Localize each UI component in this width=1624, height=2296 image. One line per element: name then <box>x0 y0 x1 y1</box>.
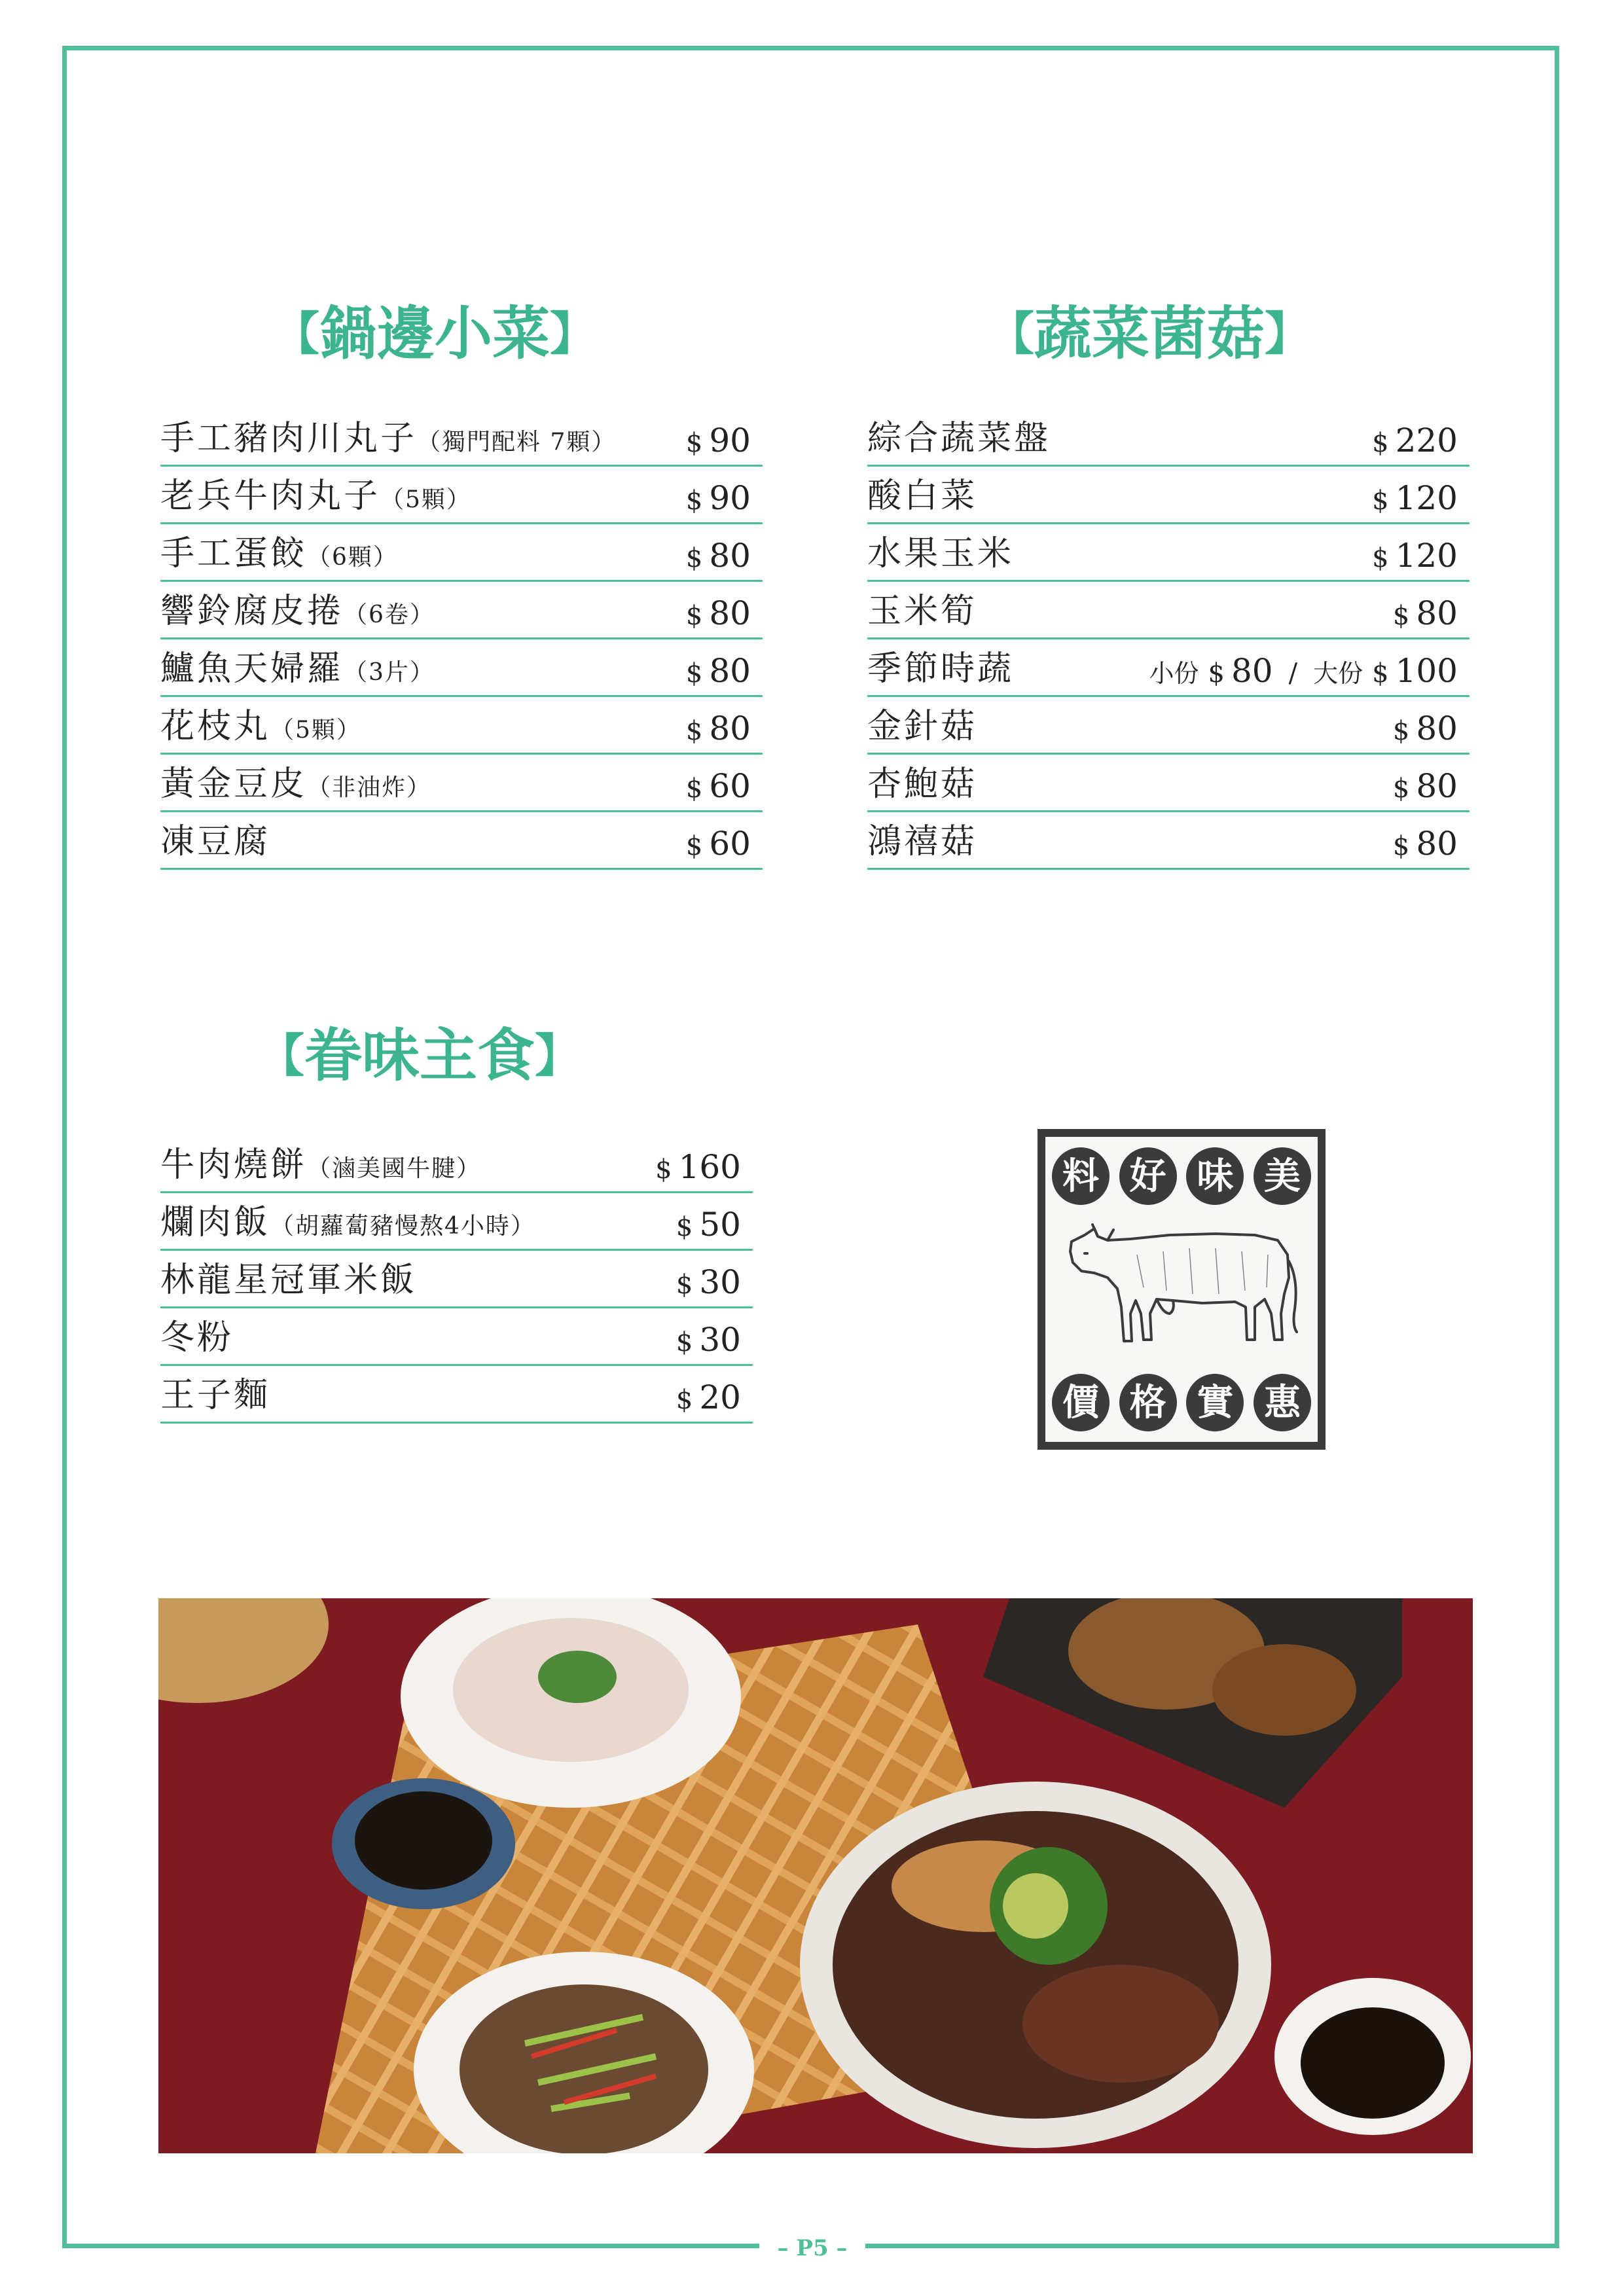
menu-row <box>160 582 763 639</box>
bracket-open: 【 <box>259 1029 304 1083</box>
dish-price: $ 80 <box>1392 825 1458 863</box>
dish-price: $ 80 <box>685 709 751 747</box>
dish-note: （5顆） <box>270 717 361 744</box>
dish-name: 響鈴腐皮捲（6卷） <box>160 592 435 631</box>
stamp-char: 好 <box>1119 1147 1177 1205</box>
dish-price: $ 80 <box>685 594 751 632</box>
section-title-text: 鍋邊小菜 <box>319 300 550 367</box>
stamp-char: 美 <box>1254 1147 1311 1205</box>
stamp-char: 格 <box>1119 1374 1177 1431</box>
dish-price: $ 220 <box>1372 422 1458 459</box>
menu-row <box>867 467 1470 524</box>
dish-price: $ 30 <box>676 1263 741 1301</box>
dish-name: 爛肉飯（胡蘿蔔豬慢熬4小時） <box>160 1203 535 1242</box>
bracket-close: 】 <box>550 307 596 361</box>
food-photo-illustration <box>158 1598 1473 2153</box>
dish-name: 玉米筍 <box>867 592 978 631</box>
section-title-side-dishes <box>274 298 596 370</box>
menu-row <box>160 697 763 755</box>
stamp-bottom-row <box>1052 1374 1311 1431</box>
dish-price: $ 90 <box>685 422 751 459</box>
dish-note: （3片） <box>344 659 435 686</box>
dish-name: 水果玉米 <box>867 534 1015 573</box>
menu-vegetables <box>867 409 1470 870</box>
size-small-price: 80 <box>1231 652 1273 690</box>
dish-name: 鱸魚天婦羅（3片） <box>160 649 435 689</box>
size-large-price: 100 <box>1395 652 1458 690</box>
dish-price: $ 80 <box>1392 594 1458 632</box>
section-title-staples <box>259 1020 581 1092</box>
bracket-open: 【 <box>988 307 1034 361</box>
dish-price-sizes: 小份 $ 80 / 大份 $ 100 <box>1149 652 1458 690</box>
stamp-char: 價 <box>1052 1374 1110 1431</box>
menu-row <box>867 524 1470 582</box>
dish-note: （獨門配料 7顆） <box>417 429 617 456</box>
dish-price: $ 80 <box>1392 709 1458 747</box>
dish-name: 手工蛋餃（6顆） <box>160 534 398 573</box>
menu-row <box>867 639 1470 697</box>
dish-name: 林龍星冠軍米飯 <box>160 1261 418 1300</box>
menu-row <box>867 582 1470 639</box>
menu-row <box>160 1136 753 1193</box>
dish-price: $ 50 <box>676 1206 741 1244</box>
size-small-label: 小份 <box>1149 659 1199 688</box>
menu-row <box>160 1193 753 1251</box>
dish-price: $ 90 <box>685 479 751 517</box>
stamp-char: 實 <box>1186 1374 1244 1431</box>
menu-row <box>160 755 763 812</box>
dish-note: （6卷） <box>344 601 435 628</box>
stamp-top-row <box>1052 1147 1311 1205</box>
menu-row <box>160 812 763 870</box>
menu-row <box>867 697 1470 755</box>
menu-row <box>160 1366 753 1424</box>
size-separator: / <box>1288 658 1298 689</box>
food-photo <box>158 1598 1473 2153</box>
page-number: – P5 – <box>759 2232 865 2265</box>
dish-price: $ 160 <box>655 1148 741 1186</box>
section-title-vegetables <box>988 298 1310 370</box>
bracket-close: 】 <box>1265 307 1311 361</box>
menu-row <box>160 639 763 697</box>
dish-price: $ 60 <box>685 825 751 863</box>
dish-name: 冬粉 <box>160 1318 234 1357</box>
menu-row <box>160 409 763 467</box>
dish-note: （滷美國牛腱） <box>307 1155 482 1182</box>
stamp-char: 味 <box>1186 1147 1244 1205</box>
bracket-open: 【 <box>274 307 319 361</box>
dish-name: 花枝丸（5顆） <box>160 707 361 746</box>
dish-price: $ 120 <box>1372 479 1458 517</box>
stamp-char: 惠 <box>1254 1374 1311 1431</box>
dish-note: （非油炸） <box>307 774 432 801</box>
menu-row <box>867 409 1470 467</box>
section-title-text: 眷味主食 <box>304 1022 535 1089</box>
dish-name: 黃金豆皮（非油炸） <box>160 764 432 804</box>
dish-price: $ 60 <box>685 767 751 805</box>
menu-side-dishes <box>160 409 763 870</box>
stamp-char: 料 <box>1052 1147 1110 1205</box>
dish-name: 凍豆腐 <box>160 822 271 861</box>
menu-row <box>160 1308 753 1366</box>
dish-name: 綜合蔬菜盤 <box>867 419 1051 458</box>
dish-name: 酸白菜 <box>867 476 978 516</box>
menu-row <box>867 755 1470 812</box>
dish-price: $ 20 <box>676 1378 741 1416</box>
dish-price: $ 80 <box>685 652 751 690</box>
dish-name: 金針菇 <box>867 707 978 746</box>
dish-note: （6顆） <box>307 544 398 571</box>
section-title-text: 蔬菜菌菇 <box>1034 300 1265 367</box>
quality-stamp <box>1038 1129 1326 1450</box>
bracket-close: 】 <box>535 1029 581 1083</box>
cow-icon <box>1058 1215 1305 1353</box>
menu-row <box>160 467 763 524</box>
dish-price: $ 80 <box>685 537 751 575</box>
dish-price: $ 30 <box>676 1321 741 1359</box>
dish-name: 手工豬肉川丸子（獨門配料 7顆） <box>160 419 617 458</box>
dish-name: 鴻禧菇 <box>867 822 978 861</box>
dish-price: $ 80 <box>1392 767 1458 805</box>
dish-note: （5顆） <box>380 486 471 513</box>
dish-name: 王子麵 <box>160 1376 271 1415</box>
menu-staples <box>160 1136 753 1424</box>
dish-name: 杏鮑菇 <box>867 764 978 804</box>
dish-price: $ 120 <box>1372 537 1458 575</box>
size-large-label: 大份 <box>1313 659 1363 688</box>
dish-note: （胡蘿蔔豬慢熬4小時） <box>270 1213 535 1240</box>
dish-name: 老兵牛肉丸子（5顆） <box>160 476 471 516</box>
menu-row <box>160 524 763 582</box>
dish-name: 季節時蔬 <box>867 649 1015 689</box>
stamp-inner <box>1045 1137 1318 1442</box>
dish-name: 牛肉燒餅（滷美國牛腱） <box>160 1145 482 1185</box>
menu-row <box>160 1251 753 1308</box>
menu-row <box>867 812 1470 870</box>
